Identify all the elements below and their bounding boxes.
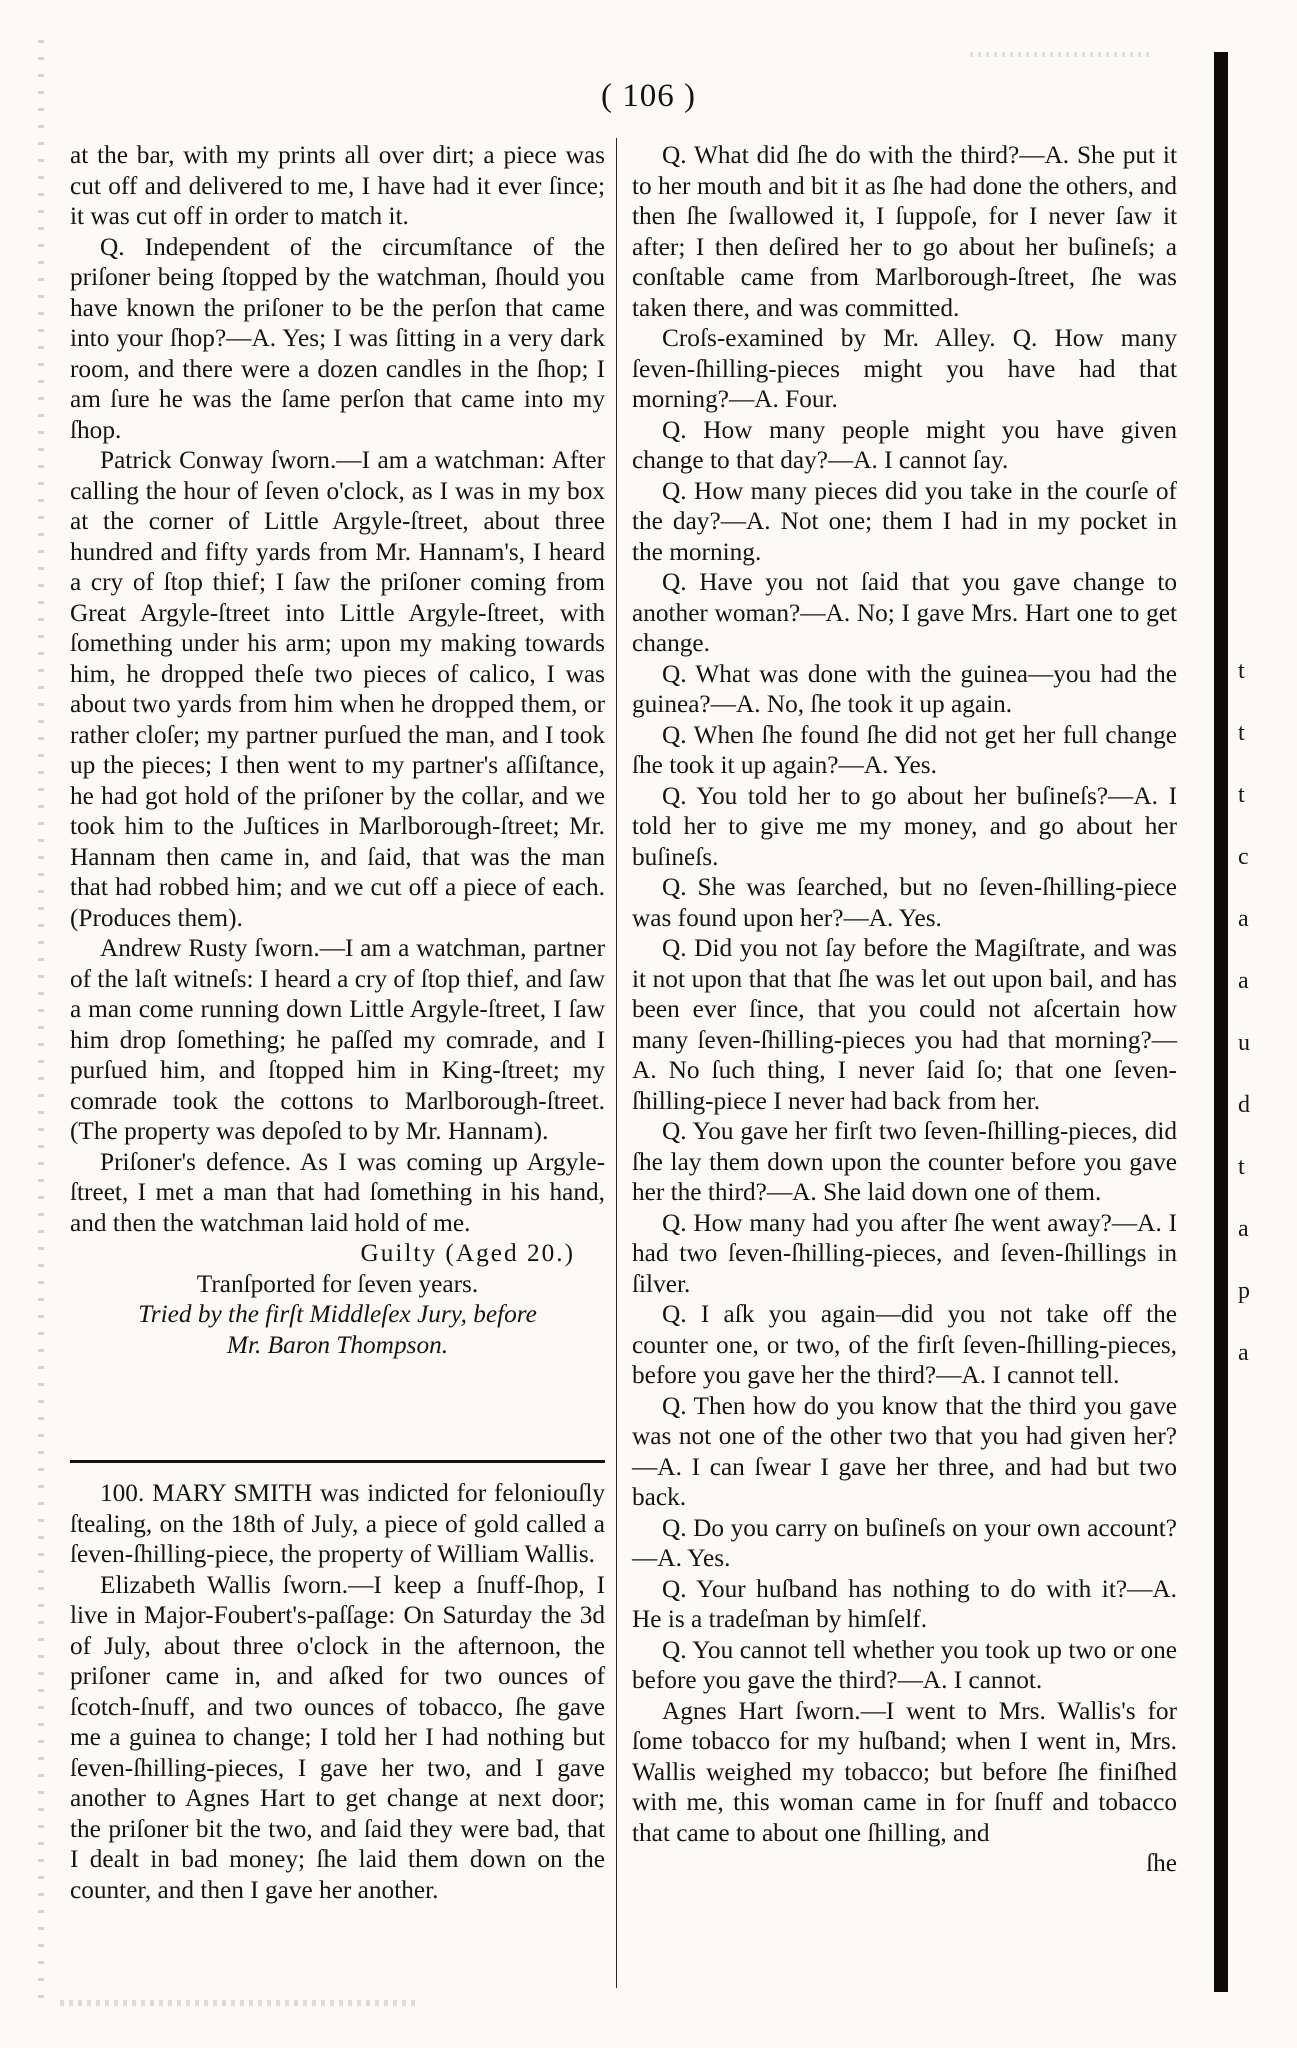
section-divider [70,1460,605,1463]
paragraph: Croſs-examined by Mr. Alley. Q. How many ſeven-ſhilling-pieces might you have had that morning?—A. Four. [632,324,1177,413]
bleed-letter: a [1238,1216,1249,1242]
paragraph: Agnes Hart ſworn.—I went to Mrs. Wallis's for ſome tobacco for my huſband; when I went in, Mrs. Wallis weighed my tobacco; but before ſhe finiſhed with me, this woman came in for ſnuff and tobacco that came to about one ſhilling, and [632,1696,1177,1847]
bleed-letter: a [1238,906,1249,932]
paragraph: Q. What was done with the guinea—you had the guinea?—A. No, ſhe took it up again. [632,659,1177,718]
left-column-lower [70,1478,605,1905]
paragraph: Q. Have you not ſaid that you gave change to another woman?—A. No; I gave Mrs. Hart one to get change. [632,568,1177,657]
sentence: Tranſported for ſeven years. [196,1269,479,1298]
paragraph: at the bar, with my prints all over dirt; a piece was cut off and delivered to me, I have had it ever ſince; it was cut off in order to match it. [70,141,605,230]
paragraph: Andrew Rusty ſworn.—I am a watchman, partner of the laſt witneſs: I heard a cry of ſtop thief, and ſaw a man come running down Little Argyle-ſtreet, I ſaw him drop ſomething; he paſſed my comrade, and I purſued him, and ſtopped him in King-ſtreet; my comrade took the cottons to Marlborough-ſtreet. (The property was depoſed to by Mr. Hannam). [70,934,605,1145]
bleed-letter: p [1238,1278,1250,1304]
paragraph: Q. How many pieces did you take in the courſe of the day?—A. Not one; them I had in my pocket in the morning. [632,476,1177,566]
paragraph: Q. Independent of the circumſtance of the priſoner being ſtopped by the watchman, ſhould you have known the priſoner to be the perſon that came into your ſhop?—A. Yes; I was ſitting in a very dark room, and there were a dozen candles in the ſhop; I am ſure he was the ſame perſon that came into my ſhop. [70,232,605,444]
paragraph: Q. Do you carry on buſineſs on your own account?—A. Yes. [632,1513,1177,1572]
scan-smudge-bottom [60,2000,420,2006]
paragraph: Q. Then how do you know that the third you gave was not one of the other two that you had given her?—A. I can ſwear I gave her three, and had but two back. [632,1391,1177,1511]
paragraph: Elizabeth Wallis ſworn.—I keep a ſnuff-ſhop, I live in Major-Foubert's-paſſage: On Saturday the 3d of July, about three o'clock in the afternoon, the priſoner came in, and aſked for two ounces of ſcotch-ſnuff, and two ounces of tobacco, ſhe gave me a guinea to change; I told her I had nothing but ſeven-ſhilling-pieces, I gave her two, and I gave another to Agnes Hart to get change at next door; the priſoner bit the two, and ſaid they were bad, that I dealt in bad money; ſhe laid them down on the counter, and then I gave her another. [70,1570,605,1904]
paragraph: Q. I aſk you again—did you not take off the counter one, or two, of the firſt ſeven-ſhilling-pieces, before you gave her the third?—A. I cannot tell. [632,1300,1177,1389]
bleed-letter: t [1238,782,1245,808]
next-page-edge [1214,52,1228,1992]
scan-smudge-top [970,52,1150,57]
bleed-letter: t [1238,1154,1245,1180]
bleed-letter: t [1238,658,1245,684]
bleed-letter: a [1238,968,1249,994]
paragraph: Q. You told her to go about her buſineſs?—A. I told her to give me my money, and go about her buſineſs. [632,781,1177,871]
next-page-bleed-text [1238,640,1288,1384]
bleed-letter: a [1238,1340,1249,1366]
bleed-letter: c [1238,844,1249,870]
binding-shadow [38,40,44,2000]
bleed-letter: u [1238,1030,1250,1056]
bleed-letter: d [1238,1092,1250,1118]
trial-judge: Mr. Baron Thompson. [226,1330,449,1359]
trial-info: Tried by the firſt Middleſex Jury, before [138,1300,537,1328]
paragraph: Q. What did ſhe do with the third?—A. She put it to her mouth and bit it as ſhe had done the others, and then ſhe ſwallowed it, I ſuppoſe, for I never ſaw it after; I then deſired her to go about her buſineſs; a conſtable came from Marlborough-ſtreet, ſhe was taken there, and was committed. [632,141,1177,322]
column-divider [616,138,617,1988]
paragraph: Q. She was ſearched, but no ſeven-ſhilling-piece was found upon her?—A. Yes. [632,873,1177,932]
paragraph: Q. Your huſband has nothing to do with it?—A. He is a tradeſman by himſelf. [632,1574,1177,1633]
paragraph: Q. You gave her firſt two ſeven-ſhilling-pieces, did ſhe lay them down upon the counter before you gave her the third?—A. She laid down one of them. [632,1117,1177,1206]
paragraph: Q. How many people might you have given change to that day?—A. I cannot ſay. [632,415,1177,474]
bleed-letter: t [1238,720,1245,746]
paragraph: Q. You cannot tell whether you took up two or one before you gave the third?—A. I cannot. [632,1635,1177,1694]
page-number: ( 106 ) [601,78,696,114]
right-column [632,140,1177,1879]
paragraph: Patrick Conway ſworn.—I am a watchman: After calling the hour of ſeven o'clock, as I was in my box at the corner of Little Argyle-ſtreet, about three hundred and fifty yards from Mr. Hannam's, I heard a cry of ſtop thief; I ſaw the priſoner coming from Great Argyle-ſtreet into Little Argyle-ſtreet, with ſomething under his arm; upon my making towards him, he dropped theſe two pieces of calico, I was about two yards from him when he dropped them, or rather cloſer; my partner purſued the man, and I took up the pieces; I then went to my partner's aſſiſtance, he had got hold of the priſoner by the collar, and we took him to the Juſtices in Marlborough-ſtreet; Mr. Hannam then came in, and ſaid, that was the man that had robbed him; and we cut off a piece of each. (Produces them). [70,446,605,932]
paragraph: Q. How many had you after ſhe went away?—A. I had two ſeven-ſhilling-pieces, and ſeven-ſhillings in ſilver. [632,1208,1177,1298]
paragraph: Q. Did you not ſay before the Magiſtrate, and was it not upon that that ſhe was let out upon bail, and has been ever ſince, that you could not aſcertain how many ſeven-ſhilling-pieces you had that morning?—A. No ſuch thing, I never ſaid ſo; that one ſeven-ſhilling-piece I never had back from her. [632,934,1177,1115]
case-heading: 100. MARY SMITH was indicted for feloniouſly ſtealing, on the 18th of July, a piece of gold called a ſeven-ſhilling-piece, the property of William Wallis. [70,1479,605,1568]
paragraph: Q. When ſhe found ſhe did not get her full change ſhe took it up again?—A. Yes. [632,720,1177,779]
verdict: Guilty (Aged 20.) [360,1239,575,1267]
paragraph: Priſoner's defence. As I was coming up Argyle-ſtreet, I met a man that had ſomething in his hand, and then the watchman laid hold of me. [70,1147,605,1237]
catchword: ſhe [1146,1849,1177,1877]
left-column [70,140,605,1360]
